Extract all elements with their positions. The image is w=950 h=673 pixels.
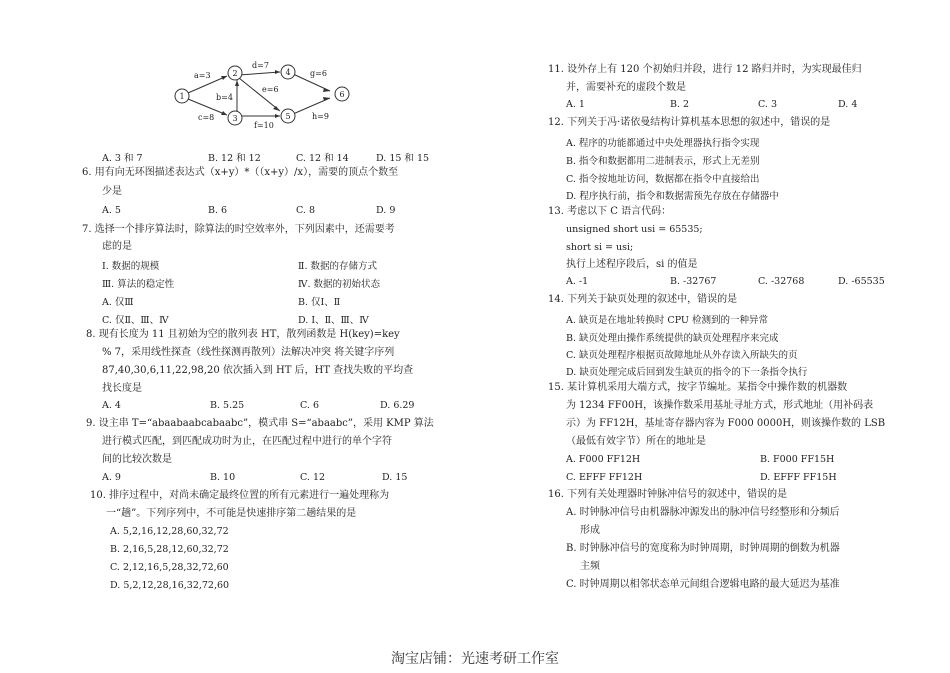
q9-option-b: B. 10 bbox=[210, 472, 236, 483]
q9-stem-line2: 进行模式匹配，到匹配成功时为止，在匹配过程中进行的单个字符 bbox=[102, 436, 392, 447]
q16-option-c: C. 时钟周期以相邻状态单元间组合逻辑电路的最大延迟为基准 bbox=[566, 579, 840, 590]
q8-stem-line3: 87,40,30,6,11,22,98,20 依次插入到 HT 后，HT 查找失败的平均查 bbox=[102, 365, 414, 376]
q9-stem-line3: 间的比较次数是 bbox=[102, 454, 172, 465]
q13-option-a: A. -1 bbox=[566, 276, 589, 287]
q12-option-c: C. 指令按地址访问，数据都在指令中直接给出 bbox=[566, 174, 760, 185]
q7-item-2: Ⅱ. 数据的存储方式 bbox=[298, 261, 377, 272]
node-label: 5 bbox=[285, 112, 291, 121]
q6-option-c: C. 8 bbox=[296, 205, 316, 216]
q16-option-b-cont: 主频 bbox=[580, 561, 600, 572]
q15-option-b: B. F000 FF15H bbox=[760, 454, 835, 465]
q14-option-b: B. 缺页处理由操作系统提供的缺页处理程序来完成 bbox=[566, 333, 779, 344]
q8-option-b: B. 5.25 bbox=[210, 400, 245, 411]
q7-item-1: Ⅰ. 数据的规模 bbox=[102, 261, 160, 272]
q14-option-d: D. 缺页处理完成后回到发生缺页的指令的下一条指令执行 bbox=[566, 367, 808, 378]
q11-stem: 11. 设外存上有 120 个初始归并段，进行 12 路归并时，为实现最佳归 bbox=[548, 64, 862, 75]
q13-code-line2: short si = usi; bbox=[566, 242, 634, 253]
q5-option-b: B. 12 和 12 bbox=[208, 153, 261, 164]
q13-after: 执行上述程序段后，si 的值是 bbox=[566, 259, 698, 270]
q8-stem: 8. 现有长度为 11 且初始为空的散列表 HT，散列函数是 H(key)=key bbox=[86, 329, 400, 340]
q12-option-a: A. 程序的功能都通过中央处理器执行指令实现 bbox=[566, 138, 760, 149]
q7-option-c: C. 仅Ⅱ、Ⅲ、Ⅳ bbox=[102, 315, 169, 326]
q11-option-a: A. 1 bbox=[566, 99, 585, 110]
q15-option-c: C. EFFF FF12H bbox=[566, 472, 643, 483]
q16-stem: 16. 下列有关处理器时钟脉冲信号的叙述中，错误的是 bbox=[548, 489, 788, 500]
q11-stem-line2: 并，需要补充的虚段个数是 bbox=[566, 82, 686, 93]
q7-item-4: Ⅳ. 数据的初始状态 bbox=[298, 279, 381, 290]
q16-option-a: A. 时钟脉冲信号由机器脉冲源发出的脉冲信号经整形和分频后 bbox=[566, 507, 840, 518]
q5-option-a: A. 3 和 7 bbox=[102, 153, 143, 164]
q11-option-b: B. 2 bbox=[670, 99, 690, 110]
edge-label: d=7 bbox=[252, 61, 269, 70]
edge-label: c=8 bbox=[198, 113, 215, 122]
q7-option-a: A. 仅Ⅲ bbox=[102, 297, 134, 308]
node-label: 1 bbox=[179, 92, 185, 101]
q8-option-a: A. 4 bbox=[102, 400, 121, 411]
dag-figure bbox=[172, 58, 452, 136]
q9-option-d: D. 15 bbox=[382, 472, 408, 483]
q7-stem: 7. 选择一个排序算法时，除算法的时空效率外，下列因素中，还需要考 bbox=[82, 224, 395, 235]
q15-stem: 15. 某计算机采用大端方式，按字节编址。某指令中操作数的机器数 bbox=[548, 382, 848, 393]
q12-option-d: D. 程序执行前，指令和数据需预先存放在存储器中 bbox=[566, 191, 779, 202]
edge-label: a=3 bbox=[194, 71, 211, 80]
edge-label: f=10 bbox=[254, 121, 274, 130]
q9-option-a: A. 9 bbox=[102, 472, 121, 483]
q10-option-b: B. 2,16,5,28,12,60,32,72 bbox=[110, 544, 229, 555]
edge-label: h=9 bbox=[312, 112, 329, 121]
edge-label: g=6 bbox=[310, 69, 327, 78]
q13-stem: 13. 考虑以下 C 语言代码： bbox=[548, 206, 672, 217]
q6-option-d: D. 9 bbox=[376, 205, 396, 216]
node-label: 4 bbox=[285, 68, 291, 77]
q12-stem: 12. 下列关于冯·诺依曼结构计算机基本思想的叙述中，错误的是 bbox=[548, 117, 831, 128]
q10-option-a: A. 5,2,16,12,28,60,32,72 bbox=[110, 526, 229, 537]
q10-stem: 10. 排序过程中，对尚未确定最终位置的所有元素进行一遍处理称为 bbox=[90, 490, 390, 501]
q10-option-d: D. 5,2,12,28,16,32,72,60 bbox=[110, 580, 230, 591]
node-label: 3 bbox=[232, 114, 238, 123]
q10-option-c: C. 2,12,16,5,28,32,72,60 bbox=[110, 562, 229, 573]
q8-stem-line4: 找长度是 bbox=[102, 383, 142, 394]
q13-code-line1: unsigned short usi = 65535; bbox=[566, 224, 703, 235]
q8-stem-line2: % 7，采用线性探查（线性探测再散列）法解决冲突 将关键字序列 bbox=[102, 347, 395, 358]
q9-stem: 9. 设主串 T=“abaabaabcabaabc”，模式串 S=“abaabc”，采用 KMP 算法 bbox=[86, 418, 434, 429]
q11-option-c: C. 3 bbox=[758, 99, 778, 110]
q7-option-b: B. 仅Ⅰ、Ⅱ bbox=[298, 297, 341, 308]
q14-stem: 14. 下列关于缺页处理的叙述中，错误的是 bbox=[548, 294, 738, 305]
q15-stem-line4: （最低有效字节）所在的地址是 bbox=[566, 436, 706, 447]
q16-option-b: B. 时钟脉冲信号的宽度称为时钟周期，时钟周期的倒数为机器 bbox=[566, 543, 840, 554]
q7-option-d: D. Ⅰ、Ⅱ、Ⅲ、Ⅳ bbox=[298, 315, 369, 326]
shop-footer: 淘宝店铺：光速考研工作室 bbox=[391, 651, 559, 667]
q7-item-3: Ⅲ. 算法的稳定性 bbox=[102, 279, 175, 290]
q13-option-b: B. -32767 bbox=[670, 276, 717, 287]
q7-stem-cont: 虑的是 bbox=[102, 241, 132, 252]
q6-stem: 6. 用有向无环图描述表达式（x+y）*（（x+y）/x），需要的顶点个数至 bbox=[82, 167, 399, 178]
q15-stem-line2: 为 1234 FF00H，该操作数采用基址寻址方式，形式地址（用补码表 bbox=[566, 400, 874, 411]
q5-option-c: C. 12 和 14 bbox=[296, 153, 349, 164]
q6-stem-cont: 少是 bbox=[102, 186, 122, 197]
q15-option-a: A. F000 FF12H bbox=[566, 454, 641, 465]
q6-option-a: A. 5 bbox=[102, 205, 121, 216]
q14-option-c: C. 缺页处理程序根据页故障地址从外存读入所缺失的页 bbox=[566, 350, 798, 361]
q11-option-d: D. 4 bbox=[838, 99, 858, 110]
edge-label: e=6 bbox=[262, 85, 279, 94]
q8-option-c: C. 6 bbox=[300, 400, 320, 411]
q14-option-a: A. 缺页是在地址转换时 CPU 检测到的一种异常 bbox=[566, 315, 768, 326]
q13-option-c: C. -32768 bbox=[758, 276, 805, 287]
q9-option-c: C. 12 bbox=[300, 472, 326, 483]
q16-option-a-cont: 形成 bbox=[580, 525, 600, 536]
q15-option-d: D. EFFF FF15H bbox=[760, 472, 837, 483]
q12-option-b: B. 指令和数据都用二进制表示，形式上无差别 bbox=[566, 156, 760, 167]
q8-option-d: D. 6.29 bbox=[380, 400, 415, 411]
q5-option-d: D. 15 和 15 bbox=[376, 153, 430, 164]
node-label: 6 bbox=[339, 90, 345, 99]
q10-stem-line2: 一“趟”。下列序列中，不可能是快速排序第二趟结果的是 bbox=[106, 508, 357, 519]
q6-option-b: B. 6 bbox=[208, 205, 228, 216]
q15-stem-line3: 示）为 FF12H，基址寄存器内容为 F000 0000H，则该操作数的 LSB bbox=[566, 418, 886, 429]
q13-option-d: D. -65535 bbox=[838, 276, 885, 287]
node-label: 2 bbox=[232, 69, 238, 78]
edge-label: b=4 bbox=[216, 93, 233, 102]
